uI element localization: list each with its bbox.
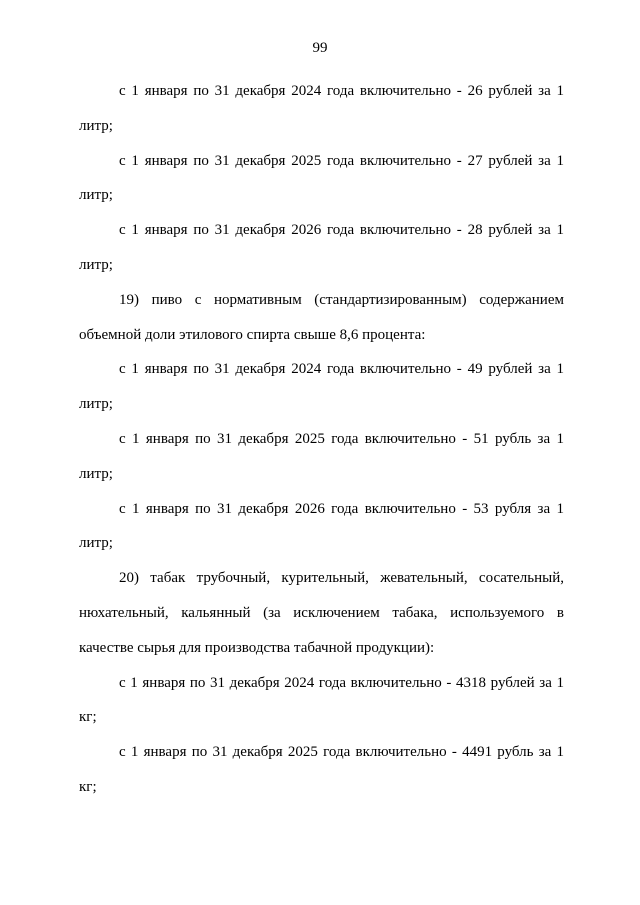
rate-2024-item-20: с 1 января по 31 декабря 2024 года включительно - 4318 рублей за 1 кг;: [79, 674, 564, 726]
item-19-heading: 19) пиво с нормативным (стандартизированным) содержанием объемной доли этилового спирта свыше 8,6 процента:: [79, 291, 564, 343]
page-number: 99: [312, 40, 328, 56]
document-body: [79, 74, 564, 805]
rate-2024-item-18: с 1 января по 31 декабря 2024 года включительно - 26 рублей за 1 литр;: [79, 83, 564, 134]
rate-2026-item-19: с 1 января по 31 декабря 2026 года включительно - 53 рубля за 1 литр;: [79, 500, 564, 552]
rate-2025-item-19: с 1 января по 31 декабря 2025 года включительно - 51 рубль за 1 литр;: [79, 430, 564, 482]
rate-2025-item-20: с 1 января по 31 декабря 2025 года включительно - 4491 рубль за 1 кг;: [79, 744, 564, 795]
rate-2026-item-18: с 1 января по 31 декабря 2026 года включительно - 28 рублей за 1 литр;: [79, 222, 564, 273]
rate-2024-item-19: с 1 января по 31 декабря 2024 года включительно - 49 рублей за 1 литр;: [79, 361, 564, 413]
item-20-heading: 20) табак трубочный, курительный, жевательный, сосательный, нюхательный, кальянный (за исключением табака, используемого в качестве сырья для производства табачной продукции):: [79, 570, 564, 656]
rate-2025-item-18: с 1 января по 31 декабря 2025 года включительно - 27 рублей за 1 литр;: [79, 152, 564, 204]
